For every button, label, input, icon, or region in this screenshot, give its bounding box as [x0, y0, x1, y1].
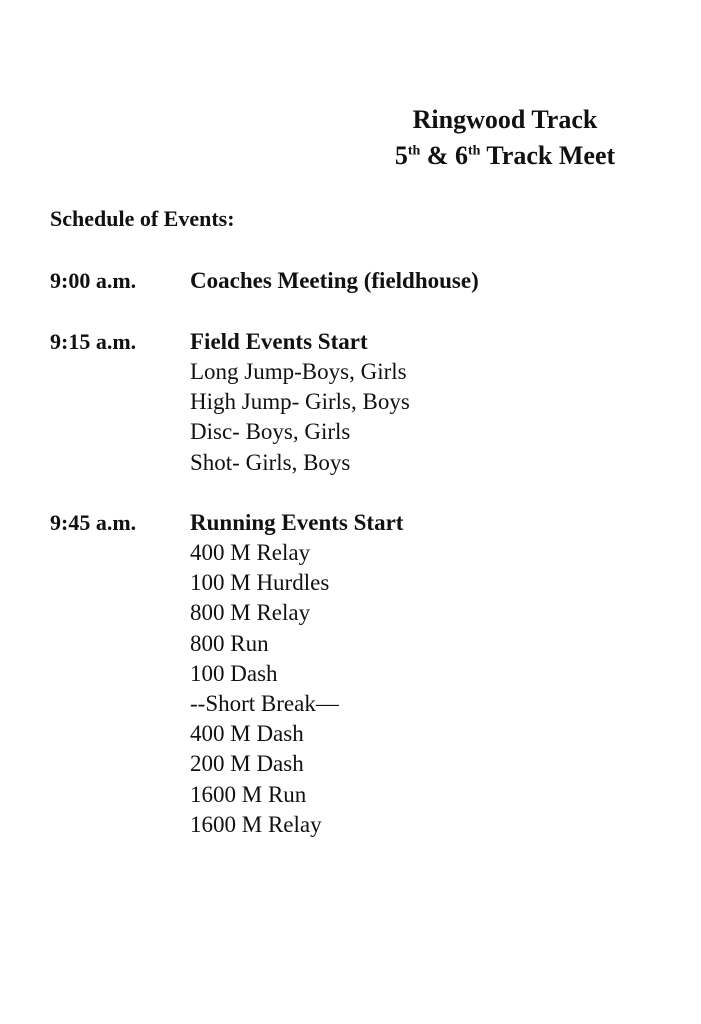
event-time: 9:45 a.m.	[50, 510, 137, 535]
event-item: --Short Break—	[190, 691, 339, 717]
event-heading: Coaches Meeting (fieldhouse)	[190, 268, 479, 293]
event-heading: Field Events Start	[190, 329, 368, 354]
event-item: Shot- Girls, Boys	[190, 449, 351, 475]
event-item: 400 M Relay	[190, 540, 311, 565]
event-item: 100 M Hurdles	[190, 570, 330, 596]
event-item: Long Jump-Boys, Girls	[190, 359, 407, 384]
ampersand: &	[420, 141, 455, 170]
event-time: 9:00 a.m.	[50, 268, 137, 293]
event-item: 1600 M Relay	[190, 811, 322, 837]
grade-6: 6	[454, 141, 468, 170]
event-body	[190, 266, 479, 296]
title-line-2	[360, 138, 650, 174]
grade-6-suffix: th	[467, 143, 481, 159]
event-item: 800 M Relay	[190, 600, 311, 626]
event-body	[190, 508, 403, 840]
event-heading: Running Events Start	[190, 510, 404, 535]
event-item: Disc- Boys, Girls	[190, 419, 351, 445]
document-title	[360, 102, 650, 174]
title-meet-text: Track Meet	[480, 141, 616, 170]
event-body	[190, 327, 410, 478]
event-time: 9:15 a.m.	[50, 329, 137, 354]
schedule-heading: Schedule of Events:	[50, 206, 235, 231]
event-item: 400 M Dash	[190, 721, 304, 747]
event-item: 200 M Dash	[190, 751, 304, 777]
grade-5-suffix: th	[407, 143, 421, 159]
event-item: 1600 M Run	[190, 781, 307, 807]
event-item: High Jump- Girls, Boys	[190, 389, 410, 415]
event-item: 800 Run	[190, 630, 269, 656]
event-item: 100 Dash	[190, 660, 278, 686]
grade-5: 5	[394, 141, 408, 170]
title-line-1: Ringwood Track	[412, 105, 598, 134]
